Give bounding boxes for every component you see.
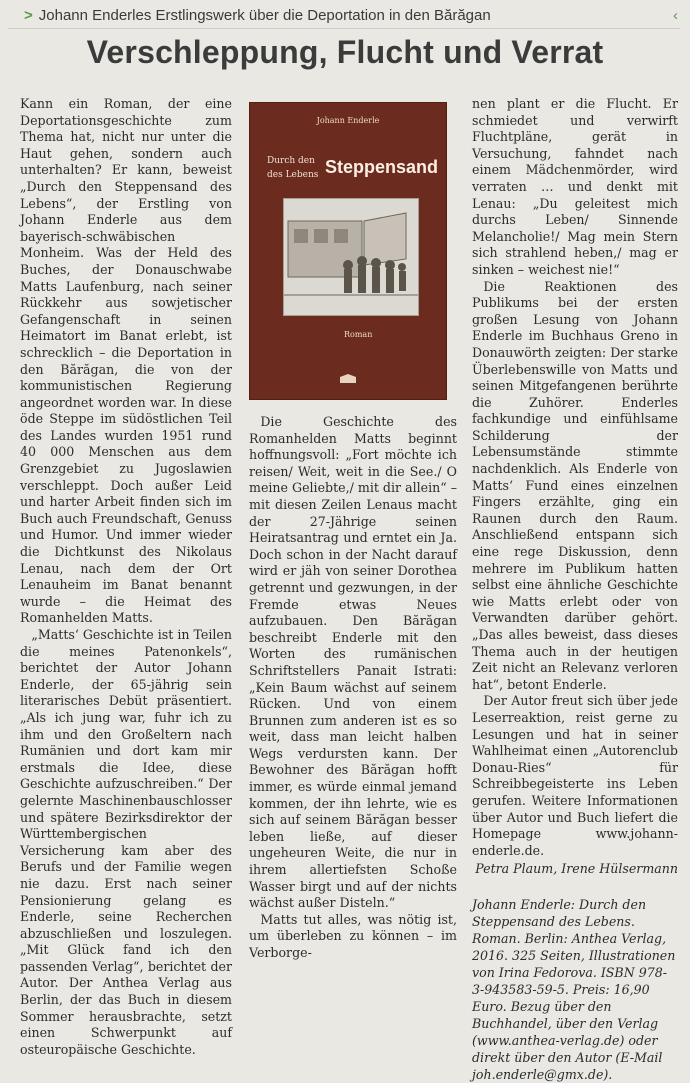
publisher-logo-icon — [339, 374, 357, 384]
kicker-text: Johann Enderles Erstlingswerk über die Deportation in den Bărăgan — [38, 7, 491, 24]
book-title: Steppensand — [325, 157, 439, 177]
article-kicker — [8, 4, 680, 29]
book-cover — [249, 102, 447, 400]
page-corner-mark: ‹ — [673, 7, 678, 24]
paragraph: Die Geschichte des Romanhelden Matts beginnt hoffnungsvoll: „Fort möchte ich reisen/ Weit, weit in die See./ O meine Geliebte,/ mit dir allein“ – mit diesen Zeilen Lenaus macht der 27-Jährige seinen Heiratsantrag und erntet ein Ja. Doch schon in der Nacht darauf wird er jäh von seiner Dorothea getrennt und gezwungen, in der Fremde etwas Neues aufzubauen. Den Bărăgan beschreibt Enderle mit den Worten des rumänischen Schriftstellers Panait Istrati: „Kein Baum wächst auf seinem Rücken. Und von einem Brunnen zum anderen ist es so weit, dass man leicht halben Wegs verdursten kann. Der Bewohner des Bărăgan hofft immer, es würde einmal jemand kommen, der ihn lehrte, wie es sich auf seinem Bărăgan besser leben ließe, auf dieser ungeheuren Weite, die nur in ihrem allertiefsten Schoße Wasser birgt und auf der nichts wächst außer Disteln.“ — [249, 414, 457, 911]
book-subtitle-line: des Lebens — [267, 170, 319, 180]
column-2 — [249, 414, 457, 962]
paragraph: Der Autor freut sich über jede Leserreaktion, reist gerne zu Lesungen und hat in seiner Wahlheimat einen „Autorenclub Donau-Ries“ für Schreibbegeisterte ins Leben gerufen. Weitere Informationen über Autor und Buch liefert die Homepage www.johann-enderle.de. — [472, 693, 678, 858]
train-sketch-icon — [284, 199, 418, 315]
headline: Verschleppung, Flucht und Verrat — [86, 34, 604, 70]
column-1 — [20, 96, 232, 1058]
paragraph: nen plant er die Flucht. Er schmiedet und verwirft Fluchtpläne, gerät in Versuchung, fahndet nach einem Mädchenmörder, wird verraten … und denkt mit Lenau: „Du geleitest mich durchs Leben/ Sinnende Melancholie!/ Mag mein Stern sich strahlend heben,/ mag er sinken – weichest nie!“ — [472, 96, 678, 277]
paragraph: „Matts‘ Geschichte ist in Teilen die meines Patenonkels“, berichtet der Autor Johann Enderle, der 65-jährig sein literarisches Debüt präsentiert. „Als ich jung war, fuhr ich zu ihm und den Großeltern nach Rumänien und dort kam mir erstmals die Idee, diese Geschichte aufzuschreiben.“ Der gelernte Maschinenbauschlosser und spätere Bezirksdirektor der Württembergischen Versicherung kam aber des Berufs und der Familie wegen nie dazu. Erst nach seiner Pensionierung gelang es Enderle, seine Recherchen abzuschließen und loszulegen. „Mit Glück fand ich den passenden Verlag“, berichtet der Autor. Der Anthea Verlag aus Berlin, der das Buch in diesem Sommer herausbrachte, setzt einen Schwerpunkt auf osteuropäische Geschichte. — [20, 627, 232, 1057]
chevron-right-icon: > — [24, 7, 33, 24]
book-subtitle — [267, 154, 318, 182]
author-signature: Petra Plaum, Irene Hülsermann — [475, 861, 678, 877]
paragraph: Matts tut alles, was nötig ist, um überleben zu können – im Verborge- — [249, 911, 457, 960]
book-info-box: Johann Enderle: Durch den Steppensand des Lebens. Roman. Berlin: Anthea Verlag, 2016. 325 Seiten, Illustrationen von Irina Fedorova. ISBN 978-3-943583-59-5. Preis: 16,90 Euro. Bezug über den Buchhandel, über den Verlag (www.anthea-verlag.de) oder direkt über den Autor (E-Mail joh.enderle@gmx.de). — [472, 896, 676, 1082]
paragraph: Die Reaktionen des Publikums bei der ersten großen Lesung von Johann Enderle im Buchhaus Greno in Donauwörth zeigten: Der starke Überlebenswille von Matts und seinen Mitgefangenen berührte die Zuhörer. Enderles fachkundige und einfühlsame Schilderung der Lebensumstände stimmte nachdenklich. Als Enderle von Matts‘ Fund eines einzelnen Fingers erzählte, ging ein Raunen durch den Raum. Anschließend entspann sich eine rege Diskussion, denn mehrere im Publikum hatten selbst eine ähnliche Geschichte wie Matts erlebt oder von Verwandten darüber gehört. „Das alles beweist, dass dieses Thema auch in der heutigen Zeit nicht an Relevanz verloren hat“, betont Enderle. — [472, 278, 678, 692]
column-3 — [472, 96, 678, 1083]
cover-illustration — [283, 198, 419, 316]
book-subtitle-line: Durch den — [267, 156, 315, 166]
book-author: Johann Enderle — [316, 116, 380, 125]
book-genre: Roman — [344, 330, 373, 339]
paragraph: Kann ein Roman, der eine Deportationsgeschichte zum Thema hat, nicht nur unter die Haut gehen, sondern auch unterhalten? Er kann, beweist „Durch den Steppensand des Lebens“, der Erstling von Johann Enderle aus dem bayerisch-schwäbischen Monheim. Was der Held des Buches, der Donauschwabe Matts Laufenburg, nach seiner Rückkehr aus sowjetischer Gefangenschaft in seinen Heimatort im Banat erlebt, ist schrecklich – die Deportation in den Bărăgan, die von der kommunistischen Regierung angeordnet worden war. In diese öde Steppe im südöstlichen Teil des Landes wurden 1951 rund 40 000 Menschen aus dem Grenzgebiet zu Jugoslawien verschleppt. Doch außer Leid und harter Arbeit finden sich im Buch auch Freundschaft, Genuss und Humor. Und immer wieder die Dichtkunst des Nikolaus Lenau, nach dem der Ort Lenauheim im Banat benannt wurde – die Heimat des Romanhelden Matts. — [20, 96, 232, 626]
